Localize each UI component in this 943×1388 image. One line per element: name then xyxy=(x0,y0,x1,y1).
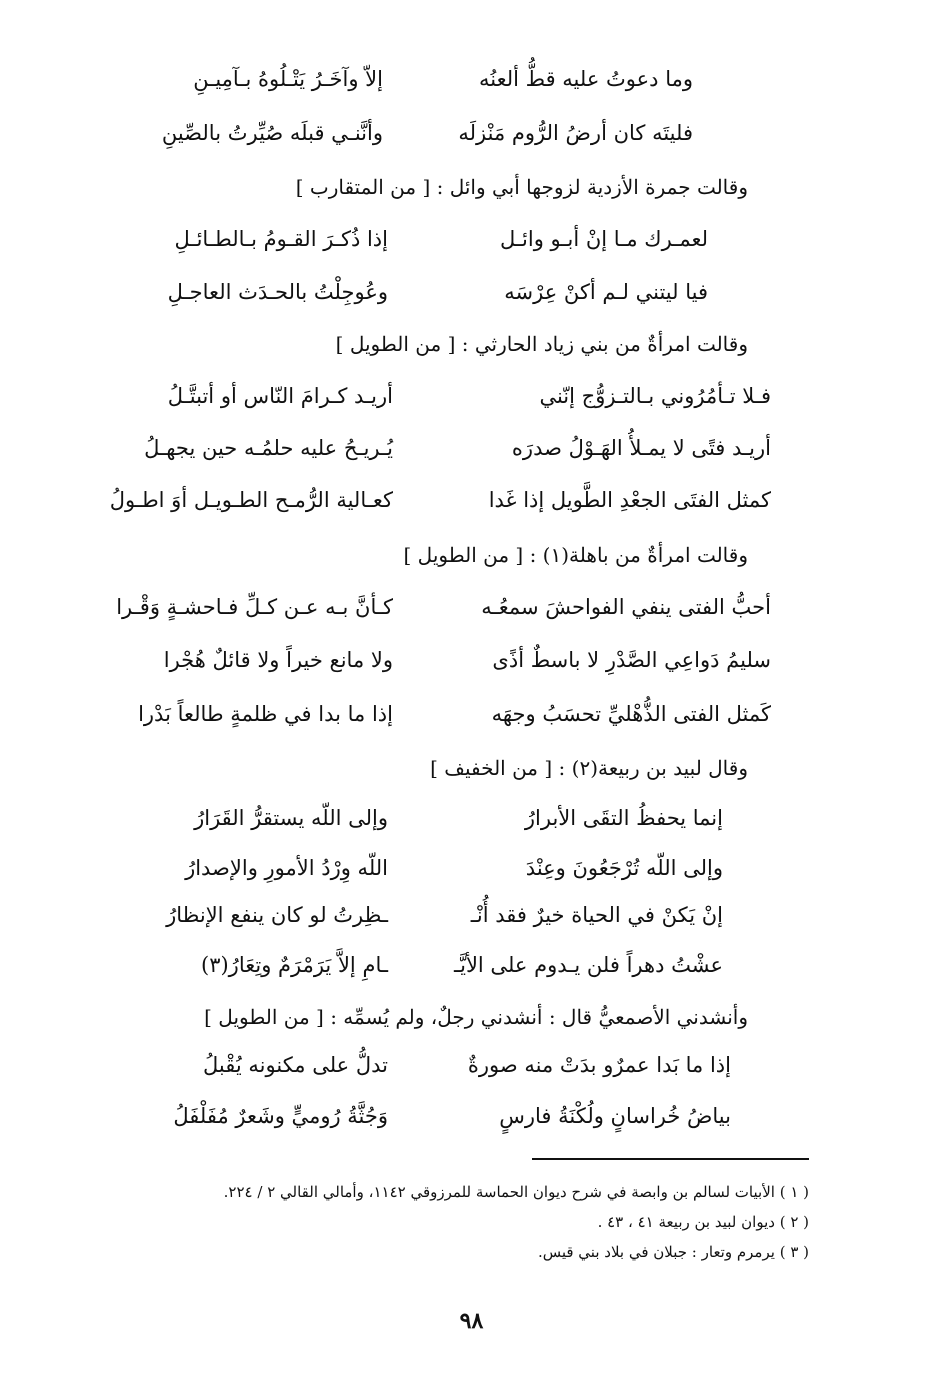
verse-first-hemistich: كمثل الفتَى الجعْدِ الطَّويل إذا غَدا xyxy=(488,488,771,512)
verse-first-hemistich: إنما يحفظُ التقَى الأبرارُ xyxy=(524,806,723,830)
poem-intro: وقالت امرأةٌ من بني زياد الحارثي : [ من الطويل ] xyxy=(335,332,748,356)
verse-first-hemistich: إنْ يَكنْ في الحياة خيرٌ فقد أُنْـ xyxy=(470,903,723,927)
verse-second-hemistich: ـظِرتُ لو كان ينفع الإنظارُ xyxy=(166,903,388,927)
verse-first-hemistich: فـلا تـأمُرُوني بـالتـزوُّج إنّني xyxy=(539,384,771,408)
verse-second-hemistich: وعُوجِلْتُ بالحـدَث العاجـلِ xyxy=(167,280,388,304)
verse-first-hemistich: فيا ليتني لـم أكنْ عِرْسَه xyxy=(504,280,708,304)
footnote-3: ( ٣ ) يرمرم وتعار : جبلان في بلاد بني قيس. xyxy=(537,1243,809,1261)
verse-second-hemistich: تدلُّ على مكنونه يُقْبلُ xyxy=(203,1053,388,1077)
poem-intro: وقالت امرأةٌ من باهلة(١) : [ من الطويل ] xyxy=(403,543,748,567)
verse-first-hemistich: وإلى اللّه تُرْجَعُونَ وعِنْدَ xyxy=(525,856,723,880)
verse-second-hemistich: كـأنَّ بـه عـن كـلِّ فـاحشـةٍ وَقْـرا xyxy=(116,595,393,619)
verse-first-hemistich: وما دعوتُ عليه قطُّ ألعنُه xyxy=(479,67,693,91)
page-number: ٩٨ xyxy=(459,1308,484,1334)
verse-second-hemistich: كعـالية الرُّمـح الطـويـل أوَ اطـولُ xyxy=(109,488,393,512)
footnote-divider xyxy=(532,1158,809,1160)
verse-first-hemistich: بياضُ خُراسانٍ ولُكْنَةُ فارسٍ xyxy=(499,1104,731,1128)
verse-second-hemistich: وَجُثَّةُ رُوميٍّ وشَعرٌ مُفَلْفَلُ xyxy=(173,1104,388,1128)
verse-first-hemistich: عشْتُ دهراً فلن يـدوم على الأيَّـ xyxy=(453,953,723,977)
verse-second-hemistich: إلاّ وآخَـرُ يَتْـلُوهُ بـآمِيـنِ xyxy=(193,67,383,91)
verse-second-hemistich: ولا مانع خيراً ولا قائلٌ هُجْرا xyxy=(163,648,393,672)
footnote-1: ( ١ ) الأبيات لسالم بن وابصة في شرح ديوان الحماسة للمرزوقي ١١٤٢، وأمالي القالي ٢ / ٢٢٤. xyxy=(223,1183,809,1201)
verse-second-hemistich: اللّه وِرْدُ الأمورِ والإصدارُ xyxy=(185,856,388,880)
verse-first-hemistich: لعمـرك مـا إنْ أبـو وائـل xyxy=(499,227,708,251)
verse-second-hemistich: أريـد كـرامَ النّاس أو أتبتَّـلُ xyxy=(167,384,393,408)
verse-first-hemistich: إذا ما بَدا عمرٌو بدَتْ منه صورةٌ xyxy=(467,1053,731,1077)
verse-second-hemistich: إذا ما بدا في ظلمةٍ طالعاً بَدْرا xyxy=(138,702,393,726)
verse-second-hemistich: وإلى اللّه يستقرُّ القَرَارُ xyxy=(194,806,388,830)
verse-first-hemistich: فليتَه كان أرضُ الرُّوم مَنْزلَه xyxy=(458,121,693,145)
poem-intro: وأنشدني الأصمعيُّ قال : أنشدني رجلٌ، ولم يُسمِّه : [ من الطويل ] xyxy=(204,1005,748,1029)
verse-second-hemistich: وأنَّنـي قبلَه صُيِّرتُ بالصِّينِ xyxy=(161,121,383,145)
verse-second-hemistich: إذا ذُكـرَ القـومُ بـالطـائـلِ xyxy=(174,227,388,251)
verse-first-hemistich: سليمُ دَواعِي الصَّدْرِ لا باسطٌ أذًى xyxy=(492,648,771,672)
verse-second-hemistich: ـامِ إلاَّ يَرَمْرَمٌ وتِعَارُ(٣) xyxy=(201,953,388,977)
poem-intro: وقال لبيد بن ربيعة(٢) : [ من الخفيف ] xyxy=(430,756,748,780)
footnote-2: ( ٢ ) ديوان لبيد بن ربيعة ٤١ ، ٤٣ . xyxy=(597,1213,809,1231)
verse-second-hemistich: يُـريـحُ عليه حلمُـه حين يجهـلُ xyxy=(144,436,393,460)
verse-first-hemistich: أحبُّ الفتى ينفي الفواحشَ سمعُـه xyxy=(481,595,771,619)
verse-first-hemistich: كَمثل الفتى الذُّهْليِّ تحسَبُ وجهَه xyxy=(491,702,771,726)
verse-first-hemistich: أريـد فتًى لا يمـلأُ الهَـوْلُ صدرَه xyxy=(511,436,771,460)
poem-intro: وقالت جمرة الأزدية لزوجها أبي وائل : [ من المتقارب ] xyxy=(295,175,748,199)
